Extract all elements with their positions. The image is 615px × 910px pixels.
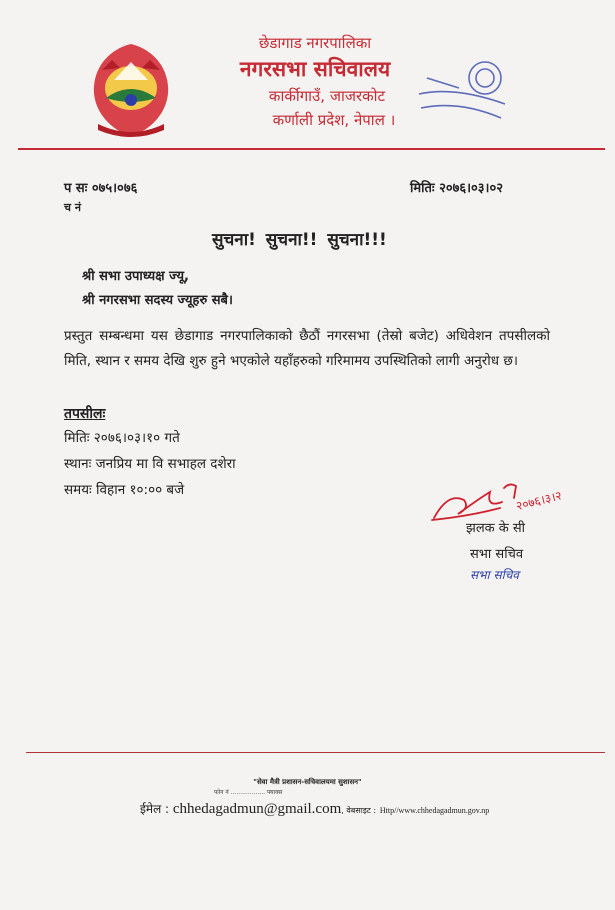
signature-date: २०७६।३।२ [514, 488, 564, 514]
website-link[interactable]: Http//www.chhedagadmun.gov.np [379, 806, 490, 815]
fax-label: फ्याक्स [266, 789, 283, 796]
emblem-icon [84, 40, 178, 140]
details-place: स्थानः जनप्रिय मा वि सभाहल दशेरा [64, 456, 236, 472]
office-province: कर्णाली प्रदेश, नेपाल । [272, 111, 396, 129]
phone-label: फोन नं [214, 789, 229, 796]
footer-divider [26, 752, 605, 753]
email-label: ईमेल : [140, 802, 170, 816]
dispatch-number: च नं [64, 201, 81, 214]
recipient-line-2: श्री नगरसभा सदस्य ज्यूहरु सबै। [82, 293, 233, 308]
municipality-name: छेडागाड नगरपालिका [258, 34, 372, 52]
office-address: कार्कीगाउँ, जाजरकोट [268, 87, 386, 105]
recipient-line-1: श्री सभा उपाध्यक्ष ज्यू, [82, 269, 189, 284]
office-header [220, 32, 410, 132]
footer-motto: "सेवा मैत्री प्रशासन-सचिवालयमा सुशासन" [253, 778, 362, 786]
details-time: समयः विहान १०:०० बजे [64, 482, 185, 498]
signatory-title: सभा सचिव [470, 547, 524, 562]
letter-date: मितिः २०७६।०३।०२ [410, 181, 504, 196]
office-name: नगरसभा सचिवालय [239, 57, 391, 81]
notice-heading: सुचना! सुचना!! सुचना!!! [212, 230, 387, 250]
email-link[interactable]: chhedagadmun@gmail.com [172, 801, 342, 817]
letter-body: प्रस्तुत सम्बन्धमा यस छेडागाड नगरपालिकाको छैठौं नगरसभा (तेस्रो बजेट) अधिवेशन तपसीलको मिति, स्थान र समय देखि शुरु हुने भएकोले यहाँहरुको गरिमामय उपस्थितिको लागी अनुरोध छ। [64, 328, 550, 369]
website-label: वेबसाइट : [346, 806, 377, 815]
reference-number: प सः ०७५।०७६ [64, 181, 138, 196]
office-stamp-icon [415, 58, 511, 126]
footer-phone-fax: फोन नं .................. फ्याक्स [214, 789, 283, 796]
footer-contact: ईमेल : chhedagadmun@gmail.com, वेबसाइट : Http//www.chhedagadmun.gov.np [140, 801, 490, 817]
details-date: मितिः २०७६।०३।१० गते [64, 430, 180, 446]
signatory-name: झलक के सी [466, 521, 526, 536]
details-heading: तपसीलः [64, 406, 106, 422]
signatory-stamp: सभा सचिव [470, 568, 519, 582]
header-divider [18, 148, 605, 150]
